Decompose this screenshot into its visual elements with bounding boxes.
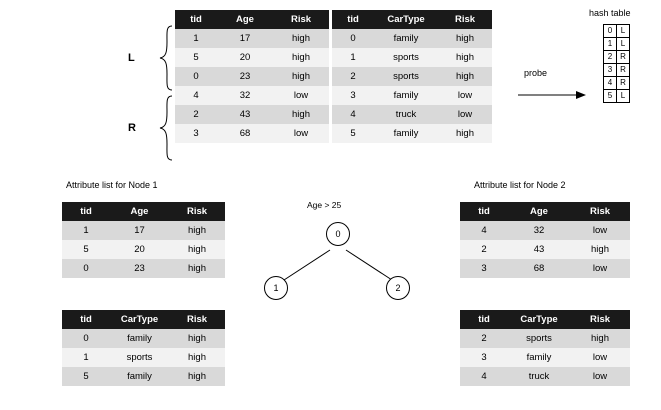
- cell-tid: 2: [332, 67, 374, 86]
- hash-row: [604, 38, 630, 51]
- hash-index: 5: [604, 90, 617, 103]
- table-row: [62, 329, 225, 348]
- column-header-age: Age: [508, 202, 570, 221]
- hash-row: [604, 90, 630, 103]
- cell-age: 32: [508, 221, 570, 240]
- column-header-risk: Risk: [273, 10, 329, 29]
- column-header-tid: tid: [332, 10, 374, 29]
- cell-cartype: family: [374, 29, 438, 48]
- tree-node-root[interactable]: 0: [326, 222, 350, 246]
- column-header-cartype: CarType: [508, 310, 570, 329]
- table-row: [175, 124, 329, 143]
- cell-risk: high: [438, 67, 492, 86]
- cell-age: 68: [508, 259, 570, 278]
- cell-tid: 3: [460, 259, 508, 278]
- hash-value: L: [617, 38, 630, 51]
- cell-tid: 0: [332, 29, 374, 48]
- cell-age: 20: [217, 48, 273, 67]
- hash-row: [604, 25, 630, 38]
- hash-row: [604, 64, 630, 77]
- cell-age: 23: [217, 67, 273, 86]
- table-row: [175, 105, 329, 124]
- cell-age: 17: [217, 29, 273, 48]
- hash-row: [604, 77, 630, 90]
- label-partition-L: L: [128, 52, 135, 64]
- cell-cartype: sports: [110, 348, 169, 367]
- table-row: [62, 348, 225, 367]
- cell-cartype: family: [110, 367, 169, 386]
- hash-index: 3: [604, 64, 617, 77]
- cell-risk: high: [169, 221, 225, 240]
- cell-cartype: truck: [508, 367, 570, 386]
- top-age-table-wrapper: [175, 10, 329, 143]
- table-header-row: [175, 10, 329, 29]
- cell-risk: high: [438, 29, 492, 48]
- cell-tid: 5: [332, 124, 374, 143]
- cell-risk: high: [273, 48, 329, 67]
- hash-index: 0: [604, 25, 617, 38]
- cell-risk: low: [570, 348, 630, 367]
- cell-cartype: truck: [374, 105, 438, 124]
- tree-node-right[interactable]: 2: [386, 276, 410, 300]
- column-header-cartype: CarType: [110, 310, 169, 329]
- cell-risk: low: [570, 367, 630, 386]
- table-row: [460, 221, 630, 240]
- cell-risk: high: [570, 240, 630, 259]
- tree-node-left[interactable]: 1: [264, 276, 288, 300]
- column-header-risk: Risk: [169, 202, 225, 221]
- node2-caption: Attribute list for Node 2: [474, 180, 566, 190]
- column-header-age: Age: [110, 202, 169, 221]
- cell-cartype: sports: [374, 67, 438, 86]
- table-row: [460, 348, 630, 367]
- partition-braces: [148, 24, 174, 164]
- column-header-tid: tid: [460, 202, 508, 221]
- hash-value: L: [617, 25, 630, 38]
- table-row: [62, 240, 225, 259]
- cell-risk: high: [570, 329, 630, 348]
- table-row: [62, 259, 225, 278]
- table-row: [460, 259, 630, 278]
- cell-risk: low: [570, 221, 630, 240]
- hash-index: 4: [604, 77, 617, 90]
- cell-tid: 4: [460, 367, 508, 386]
- table-header-row: [460, 310, 630, 329]
- cell-risk: high: [273, 67, 329, 86]
- cell-tid: 3: [460, 348, 508, 367]
- cell-tid: 1: [332, 48, 374, 67]
- top-cartype-table: [332, 10, 492, 143]
- cell-age: 23: [110, 259, 169, 278]
- cell-risk: low: [438, 86, 492, 105]
- cell-age: 20: [110, 240, 169, 259]
- cell-cartype: family: [110, 329, 169, 348]
- hash-value: R: [617, 77, 630, 90]
- column-header-risk: Risk: [169, 310, 225, 329]
- hash-index: 2: [604, 51, 617, 64]
- table-header-row: [62, 310, 225, 329]
- table-header-row: [332, 10, 492, 29]
- node2-age-table-wrapper: [460, 202, 630, 278]
- hash-value: R: [617, 51, 630, 64]
- cell-risk: high: [169, 329, 225, 348]
- cell-age: 43: [508, 240, 570, 259]
- tree-split-label: Age > 25: [307, 200, 342, 210]
- cell-risk: low: [273, 86, 329, 105]
- column-header-risk: Risk: [438, 10, 492, 29]
- node1-cartype-table-wrapper: [62, 310, 225, 386]
- column-header-tid: tid: [175, 10, 217, 29]
- hash-value: L: [617, 90, 630, 103]
- probe-arrow: [518, 88, 588, 102]
- cell-risk: high: [273, 105, 329, 124]
- node1-caption: Attribute list for Node 1: [66, 180, 158, 190]
- table-row: [62, 221, 225, 240]
- cell-tid: 4: [332, 105, 374, 124]
- cell-risk: low: [273, 124, 329, 143]
- column-header-tid: tid: [62, 202, 110, 221]
- table-row: [460, 240, 630, 259]
- table-row: [332, 105, 492, 124]
- cell-risk: low: [438, 105, 492, 124]
- hash-row: [604, 51, 630, 64]
- arrow-right-icon: [518, 88, 588, 102]
- table-row: [460, 367, 630, 386]
- table-row: [332, 124, 492, 143]
- node2-age-table: [460, 202, 630, 278]
- cell-tid: 5: [175, 48, 217, 67]
- table-header-row: [460, 202, 630, 221]
- cell-tid: 0: [62, 329, 110, 348]
- cell-tid: 1: [62, 348, 110, 367]
- cell-cartype: family: [508, 348, 570, 367]
- cell-tid: 5: [62, 367, 110, 386]
- cell-age: 17: [110, 221, 169, 240]
- table-row: [332, 86, 492, 105]
- node2-cartype-table: [460, 310, 630, 386]
- cell-risk: high: [438, 48, 492, 67]
- probe-label: probe: [524, 68, 548, 78]
- top-cartype-table-wrapper: [332, 10, 492, 143]
- column-header-risk: Risk: [570, 202, 630, 221]
- cell-cartype: family: [374, 86, 438, 105]
- cell-tid: 4: [175, 86, 217, 105]
- cell-tid: 0: [175, 67, 217, 86]
- hash-index: 1: [604, 38, 617, 51]
- cell-tid: 3: [175, 124, 217, 143]
- hash-table: [603, 24, 630, 103]
- decision-tree: [252, 196, 422, 316]
- cell-tid: 2: [460, 240, 508, 259]
- cell-tid: 2: [175, 105, 217, 124]
- cell-cartype: family: [374, 124, 438, 143]
- cell-risk: high: [169, 348, 225, 367]
- column-header-tid: tid: [460, 310, 508, 329]
- hash-table-title: hash table: [589, 8, 631, 18]
- cell-risk: high: [438, 124, 492, 143]
- node1-age-table-wrapper: [62, 202, 225, 278]
- node1-cartype-table: [62, 310, 225, 386]
- cell-cartype: sports: [374, 48, 438, 67]
- table-row: [175, 48, 329, 67]
- cell-tid: 2: [460, 329, 508, 348]
- column-header-tid: tid: [62, 310, 110, 329]
- cell-risk: high: [169, 240, 225, 259]
- label-partition-R: R: [128, 122, 136, 134]
- table-row: [175, 29, 329, 48]
- hash-table-wrapper: [603, 24, 630, 103]
- cell-age: 32: [217, 86, 273, 105]
- cell-tid: 1: [175, 29, 217, 48]
- cell-tid: 3: [332, 86, 374, 105]
- column-header-risk: Risk: [570, 310, 630, 329]
- brace-shape: [148, 24, 174, 164]
- cell-tid: 4: [460, 221, 508, 240]
- hash-value: R: [617, 64, 630, 77]
- table-row: [332, 29, 492, 48]
- table-row: [460, 329, 630, 348]
- cell-cartype: sports: [508, 329, 570, 348]
- node2-cartype-table-wrapper: [460, 310, 630, 386]
- table-row: [175, 86, 329, 105]
- cell-tid: 5: [62, 240, 110, 259]
- cell-tid: 1: [62, 221, 110, 240]
- top-age-table: [175, 10, 329, 143]
- cell-risk: high: [273, 29, 329, 48]
- table-row: [332, 67, 492, 86]
- table-row: [332, 48, 492, 67]
- cell-age: 68: [217, 124, 273, 143]
- column-header-age: Age: [217, 10, 273, 29]
- cell-age: 43: [217, 105, 273, 124]
- cell-risk: high: [169, 367, 225, 386]
- cell-risk: high: [169, 259, 225, 278]
- table-row: [62, 367, 225, 386]
- column-header-cartype: CarType: [374, 10, 438, 29]
- table-header-row: [62, 202, 225, 221]
- cell-risk: low: [570, 259, 630, 278]
- node1-age-table: [62, 202, 225, 278]
- cell-tid: 0: [62, 259, 110, 278]
- table-row: [175, 67, 329, 86]
